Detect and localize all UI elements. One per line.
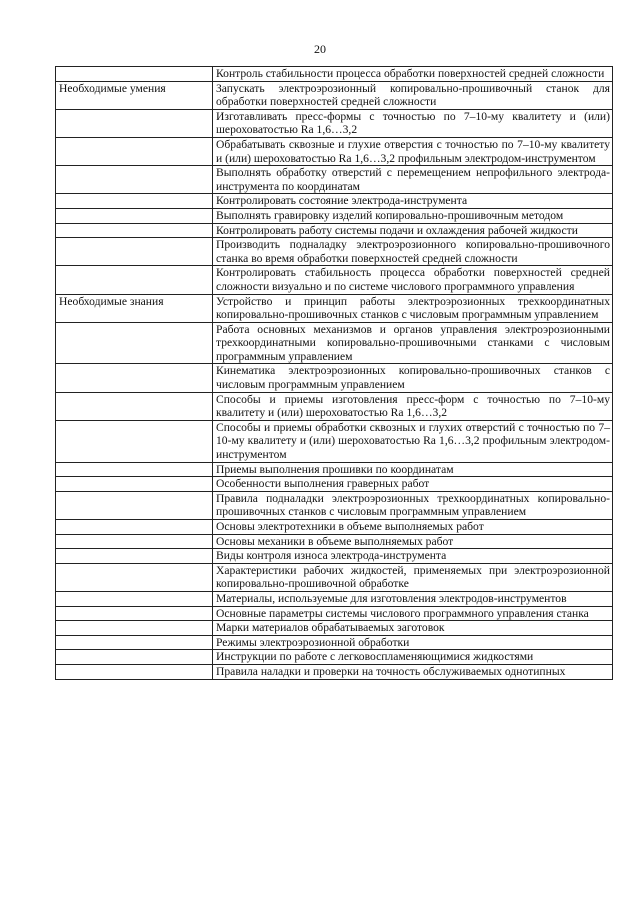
requirements-table-body	[56, 67, 613, 680]
row-label: Необходимые умения	[56, 81, 213, 109]
requirements-table	[55, 66, 613, 680]
row-item-text: Правила наладки и проверки на точность обслуживаемых однотипных	[216, 664, 566, 678]
row-label	[56, 520, 213, 535]
row-item: Особенности выполнения граверных работ	[213, 477, 613, 492]
row-item: Инструкции по работе с легковоспламеняющимися жидкостями	[213, 650, 613, 665]
row-item: Выполнять гравировку изделий копировально-прошивочным методом	[213, 208, 613, 223]
table-row	[56, 294, 613, 322]
row-item: Способы и приемы обработки сквозных и глухих отверстий с точностью по 7–10-му квалитету и (или) шероховатостью Ra 1,6…3,2 профильным электродом-инструментом	[213, 420, 613, 462]
row-label	[56, 208, 213, 223]
row-item: Характеристики рабочих жидкостей, применяемых при электроэрозионной копировально-прошивочной обработке	[213, 563, 613, 591]
table-row	[56, 591, 613, 606]
row-label	[56, 591, 213, 606]
row-label	[56, 606, 213, 621]
table-row	[56, 392, 613, 420]
row-item: Способы и приемы изготовления пресс-форм с точностью по 7–10-му квалитету и (или) шероховатостью Ra 1,6…3,2	[213, 392, 613, 420]
row-label	[56, 477, 213, 492]
table-row	[56, 650, 613, 665]
table-row	[56, 238, 613, 266]
row-item: Основные параметры системы числового программного управления станка	[213, 606, 613, 621]
row-label	[56, 322, 213, 364]
row-label	[56, 650, 213, 665]
row-label	[56, 621, 213, 636]
table-row	[56, 420, 613, 462]
row-item: Выполнять обработку отверстий с перемещением непрофильного электрода-инструмента по координатам	[213, 166, 613, 194]
row-label	[56, 266, 213, 294]
row-label	[56, 549, 213, 564]
page-number: 20	[314, 42, 326, 56]
row-label	[56, 67, 213, 82]
row-item: Контролировать стабильность процесса обработки поверхностей средней сложности визуально и по системе числового программного управления	[213, 266, 613, 294]
row-item: Марки материалов обрабатываемых заготовок	[213, 621, 613, 636]
table-row	[56, 491, 613, 519]
table-row	[56, 137, 613, 165]
row-item: Контролировать работу системы подачи и охлаждения рабочей жидкости	[213, 223, 613, 238]
row-label	[56, 635, 213, 650]
table-row	[56, 223, 613, 238]
row-item: Производить подналадку электроэрозионного копировально-прошивочного станка во время обработки поверхностей средней сложности	[213, 238, 613, 266]
row-label	[56, 137, 213, 165]
table-row	[56, 81, 613, 109]
table-row	[56, 477, 613, 492]
table-row	[56, 462, 613, 477]
row-label	[56, 194, 213, 209]
row-label	[56, 238, 213, 266]
table-row	[56, 520, 613, 535]
table-row	[56, 563, 613, 591]
row-item: Контролировать состояние электрода-инструмента	[213, 194, 613, 209]
row-label	[56, 664, 213, 679]
row-item: Контроль стабильности процесса обработки поверхностей средней сложности	[213, 67, 613, 82]
row-item	[213, 664, 613, 679]
row-label	[56, 534, 213, 549]
row-label	[56, 420, 213, 462]
row-item: Изготавливать пресс-формы с точностью по 7–10-му квалитету и (или) шероховатостью Ra 1,6…3,2	[213, 109, 613, 137]
row-label	[56, 462, 213, 477]
row-label	[56, 491, 213, 519]
row-item: Кинематика электроэрозионных копировально-прошивочных станков с числовым программным управлением	[213, 364, 613, 392]
table-row	[56, 635, 613, 650]
row-item: Запускать электроэрозионный копировально-прошивочный станок для обработки поверхностей средней сложности	[213, 81, 613, 109]
table-row	[56, 166, 613, 194]
row-item: Правила подналадки электроэрозионных трехкоординатных копировально-прошивочных станков с числовым программным управлением	[213, 491, 613, 519]
table-row	[56, 549, 613, 564]
row-label	[56, 563, 213, 591]
table-row	[56, 109, 613, 137]
table-row	[56, 208, 613, 223]
row-item: Обрабатывать сквозные и глухие отверстия с точностью по 7–10-му квалитету и (или) шероховатостью Ra 1,6…3,2 профильным электродом-инструментом	[213, 137, 613, 165]
row-item: Виды контроля износа электрода-инструмента	[213, 549, 613, 564]
row-label	[56, 109, 213, 137]
row-item: Основы механики в объеме выполняемых работ	[213, 534, 613, 549]
table-row	[56, 194, 613, 209]
row-item: Режимы электроэрозионной обработки	[213, 635, 613, 650]
row-item: Приемы выполнения прошивки по координатам	[213, 462, 613, 477]
table-row	[56, 364, 613, 392]
row-item: Устройство и принцип работы электроэрозионных трехкоординатных копировально-прошивочных станков с числовым программным управлением	[213, 294, 613, 322]
row-item: Основы электротехники в объеме выполняемых работ	[213, 520, 613, 535]
row-label: Необходимые знания	[56, 294, 213, 322]
row-item: Работа основных механизмов и органов управления электроэрозионными трехкоординатными копировально-прошивочными станками с числовым программным управлением	[213, 322, 613, 364]
table-row	[56, 266, 613, 294]
row-label	[56, 166, 213, 194]
row-label	[56, 392, 213, 420]
table-row	[56, 322, 613, 364]
table-row	[56, 534, 613, 549]
table-row	[56, 664, 613, 679]
table-row	[56, 67, 613, 82]
row-item: Материалы, используемые для изготовления электродов-инструментов	[213, 591, 613, 606]
table-row	[56, 621, 613, 636]
row-label	[56, 223, 213, 238]
table-row	[56, 606, 613, 621]
row-label	[56, 364, 213, 392]
